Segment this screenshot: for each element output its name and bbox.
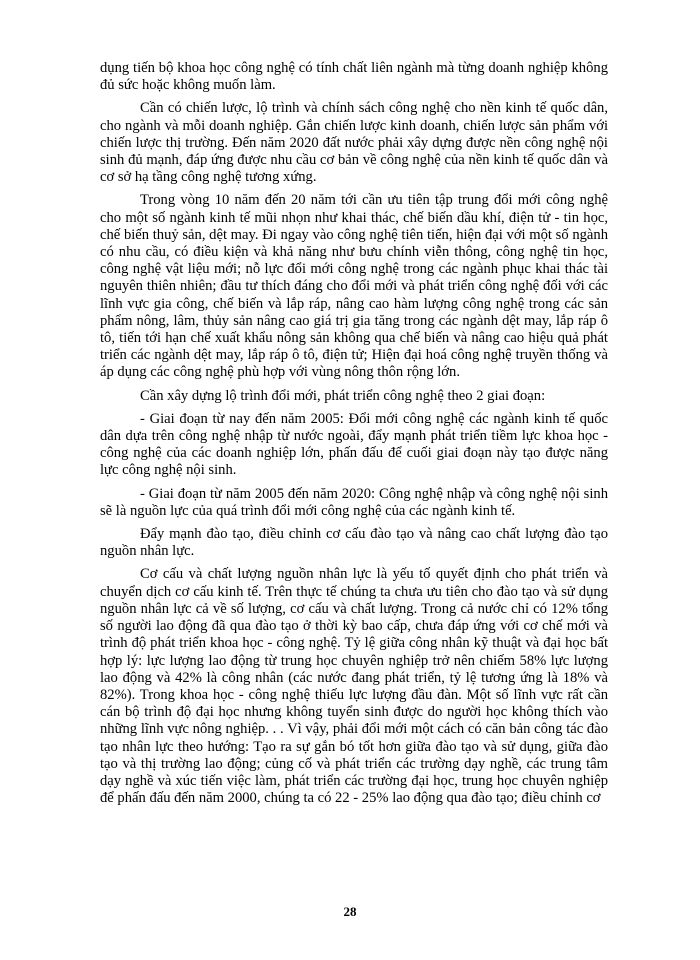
page-number: 28 bbox=[343, 904, 357, 919]
paragraph-6: - Giai đoạn từ năm 2005 đến năm 2020: Công nghệ nhập và công nghệ nội sinh sẽ là nguồn lực của quá trình đổi mới công nghệ của các ngành kinh tế. bbox=[100, 485, 608, 519]
paragraph-2: Cần có chiến lược, lộ trình và chính sách công nghệ cho nền kinh tế quốc dân, cho ngành và mỗi doanh nghiệp. Gắn chiến lược kinh doanh, chiến lược sản phẩm với chiến lược thị trường. Đến năm 2020 đất nước phải xây dựng được nền công nghệ nội sinh đủ mạnh, đáp ứng được nhu cầu cơ bản về công nghệ của nền kinh tế quốc dân và cơ sở hạ tầng công nghệ tương xứng. bbox=[100, 100, 608, 186]
paragraph-4: Cần xây dựng lộ trình đổi mới, phát triển công nghệ theo 2 giai đoạn: bbox=[140, 387, 546, 404]
paragraph-3: Trong vòng 10 năm đến 20 năm tới cần ưu tiên tập trung đổi mới công nghệ cho một số ngành kinh tế mũi nhọn như khai thác, chế biến dầu khí, điện tử - tin học, chế biến thuỷ sản, dệt may. Đi ngay vào công nghệ tiên tiến, hiện đại với một số ngành có nhu cầu, có điều kiện và khả năng như bưu chính viễn thông, công nghệ tin học, công nghệ vật liệu mới; nỗ lực đổi mới công nghệ trong các ngành phục khai thác tài nguyên thiên nhiên; đầu tư thích đáng cho đổi mới và phát triển công nghệ đối với các lĩnh vực gia công, chế biến và lắp ráp, nâng cao hàm lượng công nghệ trong các sản phẩm nông, lâm, thủy sản nâng cao giá trị gia tăng trong các ngành dệt may, lắp ráp ô tô, tiến tới hạn chế xuất khẩu nông sản không qua chế biến và nâng cao hiệu quả phát triển các ngành dệt may, lắp ráp ô tô, điện tử; Hiện đại hoá công nghệ truyền thống và áp dụng các công nghệ phù hợp với vùng nông thôn rộng lớn. bbox=[100, 192, 608, 381]
paragraph-8: Cơ cấu và chất lượng nguồn nhân lực là yếu tố quyết định cho phát triển và chuyển dịch cơ cấu kinh tế. Trên thực tế chúng ta chưa ưu tiên cho đào tạo và sử dụng nguồn nhân lực cả về số lượng, cơ cấu và chất lượng. Trong cả nước chỉ có 12% tổng số người lao động đã qua đào tạo ở thời kỳ bao cấp, chưa đáp ứng với cơ chế mới và trình độ phát triển khoa học - công nghệ. Tỷ lệ giữa công nhân kỹ thuật và đại học bất hợp lý: lực lượng lao động từ trung học chuyên nghiệp trở nên chiếm 58% lực lượng lao động và 42% là công nhân (các nước đang phát triển, tỷ lệ tương ứng là 18% và 82%). Trong khoa học - công nghệ thiếu lực lượng đầu đàn. Một số lĩnh vực rất cần cán bộ trình độ đại học nhưng không tuyển sinh được do người học không thích vào những lĩnh vực nông nghiệp. . . Vì vậy, phải đổi mới một cách có căn bản công tác đào tạo nhân lực theo hướng: Tạo ra sự gắn bó tốt hơn giữa đào tạo và sử dụng, giữa đào tạo và thị trường lao động; củng cố và phát triển các trường dạy nghề, các trung tâm dạy nghề và xúc tiến việc làm, phát triển các trường đại học, trung học chuyên nghiệp để phấn đấu đến năm 2000, chúng ta có 22 - 25% lao động qua đào tạo; điều chỉnh cơ bbox=[100, 566, 608, 807]
paragraph-1: dụng tiến bộ khoa học công nghệ có tính chất liên ngành mà từng doanh nghiệp không đủ sức hoặc không muốn làm. bbox=[100, 60, 608, 94]
paragraph-7: Đẩy mạnh đào tạo, điều chỉnh cơ cấu đào tạo và nâng cao chất lượng đào tạo nguồn nhân lực. bbox=[100, 526, 608, 560]
paragraph-5: - Giai đoạn từ nay đến năm 2005: Đổi mới công nghệ các ngành kinh tế quốc dân dựa trên công nghệ nhập từ nước ngoài, đẩy mạnh phát triển tiềm lực khoa học - công nghệ của các doanh nghiệp lớn, phấn đấu để cuối giai đoạn này tạo được năng lực công nghệ nội sinh. bbox=[100, 410, 608, 479]
